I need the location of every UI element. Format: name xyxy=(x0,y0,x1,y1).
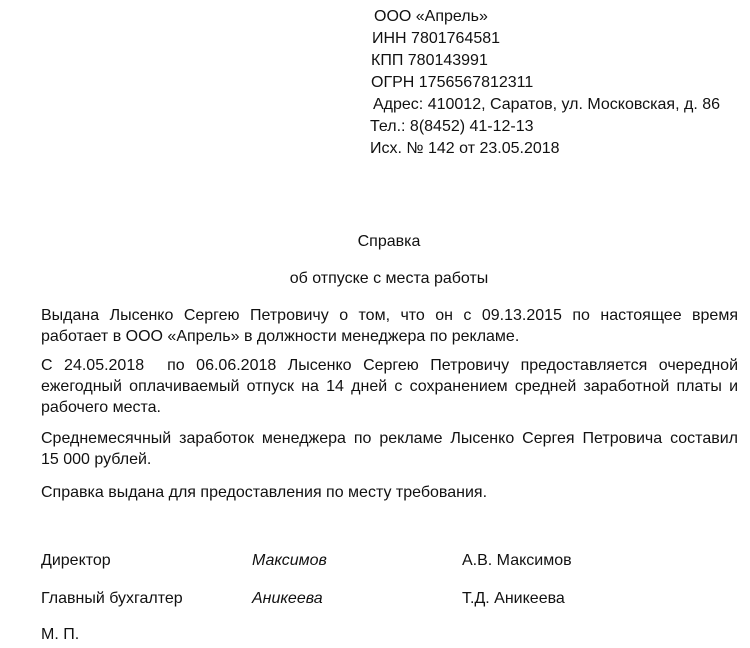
kpp: КПП 780143991 xyxy=(371,52,488,69)
paragraph-vacation xyxy=(41,355,738,418)
inn: ИНН 7801764581 xyxy=(372,30,501,47)
paragraph-line: работает в ООО «Апрель» в должности менеджера по рекламе. xyxy=(41,328,520,345)
accountant-signature: Аникеева xyxy=(252,590,323,607)
paragraph-line: Среднемесячный заработок менеджера по рекламе Лысенко Сергея Петровича составил xyxy=(41,430,738,447)
ogrn: ОГРН 1756567812311 xyxy=(371,74,534,91)
accountant-position: Главный бухгалтер xyxy=(41,590,183,607)
paragraph-salary xyxy=(41,428,738,470)
outgoing-number: Исх. № 142 от 23.05.2018 xyxy=(370,140,560,157)
paragraph-line: ежегодный оплачиваемый отпуск на 14 дней с сохранением средней заработной платы и xyxy=(41,378,738,395)
paragraph-purpose xyxy=(41,482,738,503)
company-name: ООО «Апрель» xyxy=(374,8,488,25)
director-signature: Максимов xyxy=(252,552,327,569)
address: Адрес: 410012, Саратов, ул. Московская, д. 86 xyxy=(373,96,720,113)
paragraph-employment xyxy=(41,305,738,347)
accountant-name: Т.Д. Аникеева xyxy=(462,590,565,607)
document-title: Справка xyxy=(357,233,421,250)
paragraph-line: Справка выдана для предоставления по месту требования. xyxy=(41,484,488,501)
paragraph-line: Выдана Лысенко Сергею Петровичу о том, что он с 09.13.2015 по настоящее время xyxy=(41,307,738,324)
paragraph-line: рабочего места. xyxy=(41,399,161,416)
director-position: Директор xyxy=(41,552,111,569)
stamp-place: М. П. xyxy=(41,626,80,643)
document-subtitle: об отпуске с места работы xyxy=(289,270,489,287)
paragraph-line: 15 000 рублей. xyxy=(41,451,152,468)
director-name: А.В. Максимов xyxy=(462,552,572,569)
phone: Тел.: 8(8452) 41-12-13 xyxy=(370,118,534,135)
paragraph-line: С 24.05.2018 по 06.06.2018 Лысенко Сергею Петровичу предоставляется очередной xyxy=(41,357,738,374)
